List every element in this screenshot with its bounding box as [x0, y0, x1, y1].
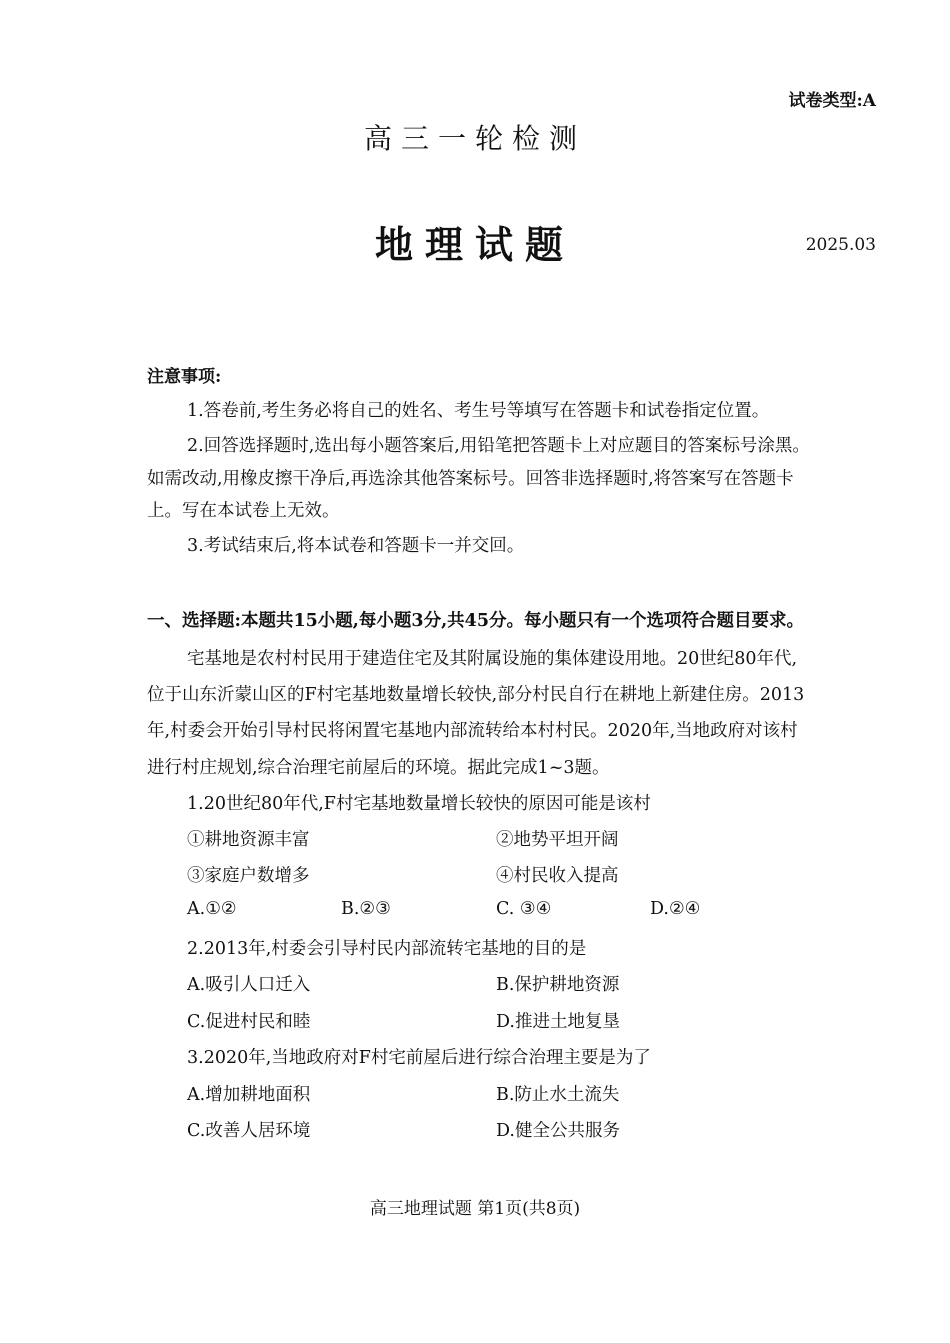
- question-3-option-d: D.健全公共服务: [496, 1121, 620, 1141]
- question-2-option-c: C.促进村民和睦: [187, 1012, 311, 1032]
- question-1-choice-3: ③家庭户数增多: [187, 866, 310, 886]
- notice-item-1: 1.答卷前,考生务必将自己的姓名、考生号等填写在答题卡和试卷指定位置。: [187, 401, 770, 421]
- question-2-option-a: A.吸引人口迁入: [187, 975, 311, 995]
- notice-item-3: 3.考试结束后,将本试卷和答题卡一并交回。: [187, 536, 525, 556]
- question-1-choice-4: ④村民收入提高: [496, 866, 619, 886]
- section-heading: 一、选择题:本题共15小题,每小题3分,共45分。每小题只有一个选项符合题目要求。: [147, 611, 805, 631]
- notice-item-2-line-1: 2.回答选择题时,选出每小题答案后,用铅笔把答题卡上对应题目的答案标号涂黑。: [187, 436, 810, 456]
- passage-line-2: 位于山东沂蒙山区的F村宅基地数量增长较快,部分村民自行在耕地上新建住房。2013: [147, 685, 805, 705]
- paper-type-label: 试卷类型:A: [788, 91, 876, 111]
- question-2-option-d: D.推进土地复垦: [496, 1012, 620, 1032]
- notice-item-2-line-2: 如需改动,用橡皮擦干净后,再选涂其他答案标号。回答非选择题时,将答案写在答题卡: [147, 469, 794, 489]
- exam-title: 高三一轮检测: [363, 122, 586, 155]
- page-footer: 高三地理试题 第1页(共8页): [369, 1199, 581, 1219]
- question-1-option-a: A.①②: [187, 899, 237, 919]
- passage-line-3: 年,村委会开始引导村民将闲置宅基地内部流转给本村村民。2020年,当地政府对该村: [147, 721, 798, 741]
- subject-title: 地理试题: [374, 222, 575, 267]
- question-1-choice-2: ②地势平坦开阔: [496, 830, 619, 850]
- question-3-option-a: A.增加耕地面积: [187, 1085, 311, 1105]
- question-1-choice-1: ①耕地资源丰富: [187, 830, 310, 850]
- question-1-option-d: D.②④: [650, 899, 701, 919]
- question-3-option-b: B.防止水土流失: [496, 1085, 620, 1105]
- notice-item-2-line-3: 上。写在本试卷上无效。: [147, 501, 340, 521]
- question-1-stem: 1.20世纪80年代,F村宅基地数量增长较快的原因可能是该村: [187, 794, 651, 814]
- question-1-option-c: C. ③④: [496, 899, 552, 919]
- question-3-stem: 3.2020年,当地政府对F村宅前屋后进行综合治理主要是为了: [187, 1048, 651, 1068]
- question-3-option-c: C.改善人居环境: [187, 1121, 311, 1141]
- passage-line-4: 进行村庄规划,综合治理宅前屋后的环境。据此完成1~3题。: [147, 758, 610, 778]
- question-2-stem: 2.2013年,村委会引导村民内部流转宅基地的目的是: [187, 939, 587, 959]
- question-1-option-b: B.②③: [341, 899, 391, 919]
- notice-title: 注意事项:: [147, 367, 222, 387]
- passage-line-1: 宅基地是农村村民用于建造住宅及其附属设施的集体建设用地。20世纪80年代,: [187, 649, 798, 669]
- exam-date: 2025.03: [805, 235, 876, 255]
- question-2-option-b: B.保护耕地资源: [496, 975, 620, 995]
